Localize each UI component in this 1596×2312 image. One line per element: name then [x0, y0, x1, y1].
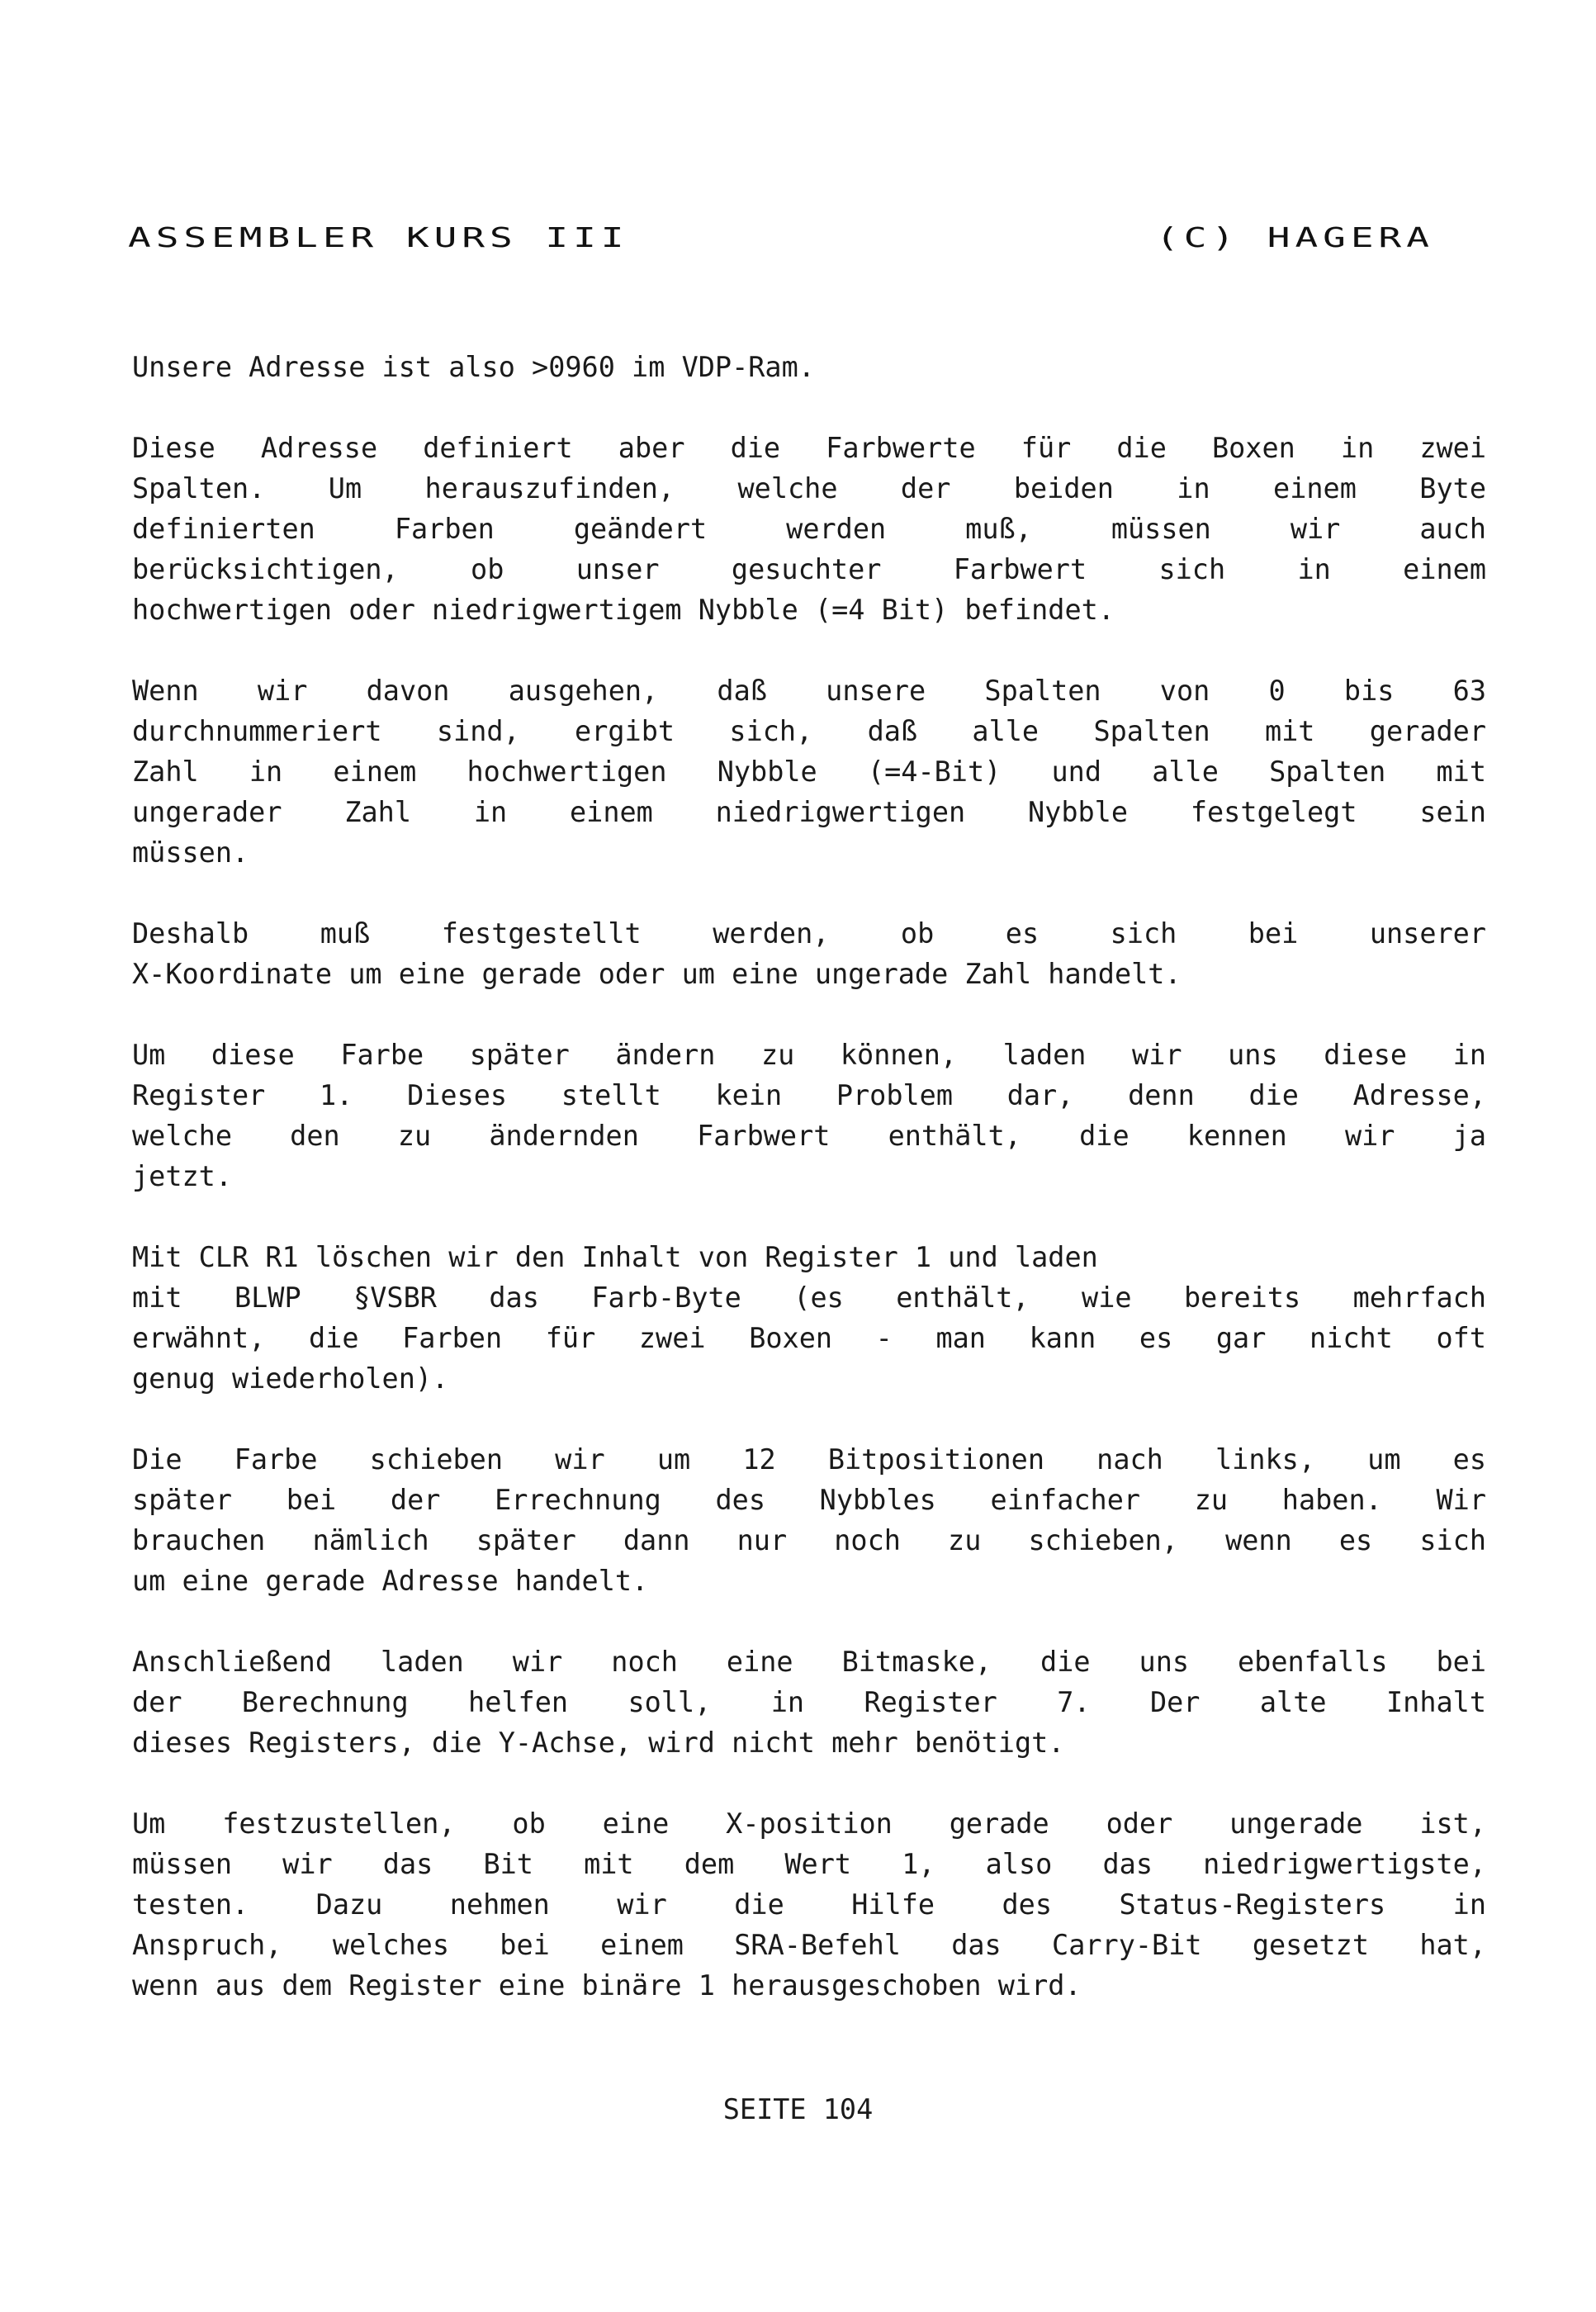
- paragraph-2: [132, 428, 1486, 630]
- paragraph-5: [132, 1035, 1486, 1196]
- text-line: Unsere Adresse ist also >0960 im VDP-Ram.: [132, 351, 815, 383]
- header-title: ASSEMBLER KURS III: [128, 221, 629, 253]
- text-line: Spalten. Um herauszufinden, welche der beiden in einem Byte: [132, 472, 1486, 505]
- paragraph-6: [132, 1237, 1486, 1399]
- text-line: berücksichtigen, ob unser gesuchter Farbwert sich in einem: [132, 553, 1486, 585]
- text-line: Mit CLR R1 löschen wir den Inhalt von Register 1 und laden: [132, 1241, 1098, 1273]
- text-line: müssen.: [132, 836, 249, 869]
- text-line: Anspruch, welches bei einem SRA-Befehl das Carry-Bit gesetzt hat,: [132, 1929, 1486, 1961]
- text-line: testen. Dazu nehmen wir die Hilfe des Status-Registers in: [132, 1888, 1486, 1921]
- text-line: Diese Adresse definiert aber die Farbwerte für die Boxen in zwei: [132, 432, 1486, 464]
- text-line: wenn aus dem Register eine binäre 1 herausgeschoben wird.: [132, 1969, 1082, 2002]
- page-header: [128, 221, 1434, 271]
- text-line: definierten Farben geändert werden muß, müssen wir auch: [132, 513, 1486, 545]
- text-line: Anschließend laden wir noch eine Bitmaske, die uns ebenfalls bei: [132, 1646, 1486, 1678]
- text-line: Die Farbe schieben wir um 12 Bitpositionen nach links, um es: [132, 1443, 1486, 1476]
- text-line: durchnummeriert sind, ergibt sich, daß alle Spalten mit gerader: [132, 715, 1486, 747]
- text-line: Register 1. Dieses stellt kein Problem dar, denn die Adresse,: [132, 1079, 1486, 1111]
- text-line: Um diese Farbe später ändern zu können, laden wir uns diese in: [132, 1039, 1486, 1071]
- text-line: Zahl in einem hochwertigen Nybble (=4-Bit) und alle Spalten mit: [132, 756, 1486, 788]
- text-line: X-Koordinate um eine gerade oder um eine ungerade Zahl handelt.: [132, 958, 1182, 990]
- body-text: [132, 347, 1486, 2046]
- text-line: Deshalb muß festgestellt werden, ob es sich bei unserer: [132, 917, 1486, 950]
- text-line: ungerader Zahl in einem niedrigwertigen Nybble festgelegt sein: [132, 796, 1486, 828]
- text-line: genug wiederholen).: [132, 1362, 449, 1395]
- text-line: jetzt.: [132, 1160, 233, 1192]
- text-line: welche den zu ändernden Farbwert enthält, die kennen wir ja: [132, 1120, 1486, 1152]
- text-line: Um festzustellen, ob eine X-position gerade oder ungerade ist,: [132, 1807, 1486, 1840]
- text-line: mit BLWP §VSBR das Farb-Byte (es enthält, wie bereits mehrfach: [132, 1282, 1486, 1314]
- text-line: brauchen nämlich später dann nur noch zu schieben, wenn es sich: [132, 1524, 1486, 1556]
- text-line: später bei der Errechnung des Nybbles einfacher zu haben. Wir: [132, 1484, 1486, 1516]
- paragraph-7: [132, 1439, 1486, 1601]
- paragraph-4: [132, 913, 1486, 994]
- text-line: erwähnt, die Farben für zwei Boxen - man kann es gar nicht oft: [132, 1322, 1486, 1354]
- text-line: müssen wir das Bit mit dem Wert 1, also das niedrigwertigste,: [132, 1848, 1486, 1880]
- paragraph-1: [132, 347, 1486, 387]
- paragraph-9: [132, 1803, 1486, 2006]
- text-line: der Berechnung helfen soll, in Register 7. Der alte Inhalt: [132, 1686, 1486, 1718]
- text-line: dieses Registers, die Y-Achse, wird nicht mehr benötigt.: [132, 1727, 1065, 1759]
- paragraph-3: [132, 670, 1486, 873]
- text-line: Wenn wir davon ausgehen, daß unsere Spalten von 0 bis 63: [132, 675, 1486, 707]
- text-line: hochwertigen oder niedrigwertigem Nybble (=4 Bit) befindet.: [132, 594, 1115, 626]
- page-number: SEITE 104: [722, 2093, 874, 2125]
- header-copyright: (C) HAGERA: [1156, 221, 1434, 253]
- text-line: um eine gerade Adresse handelt.: [132, 1565, 649, 1597]
- paragraph-8: [132, 1642, 1486, 1763]
